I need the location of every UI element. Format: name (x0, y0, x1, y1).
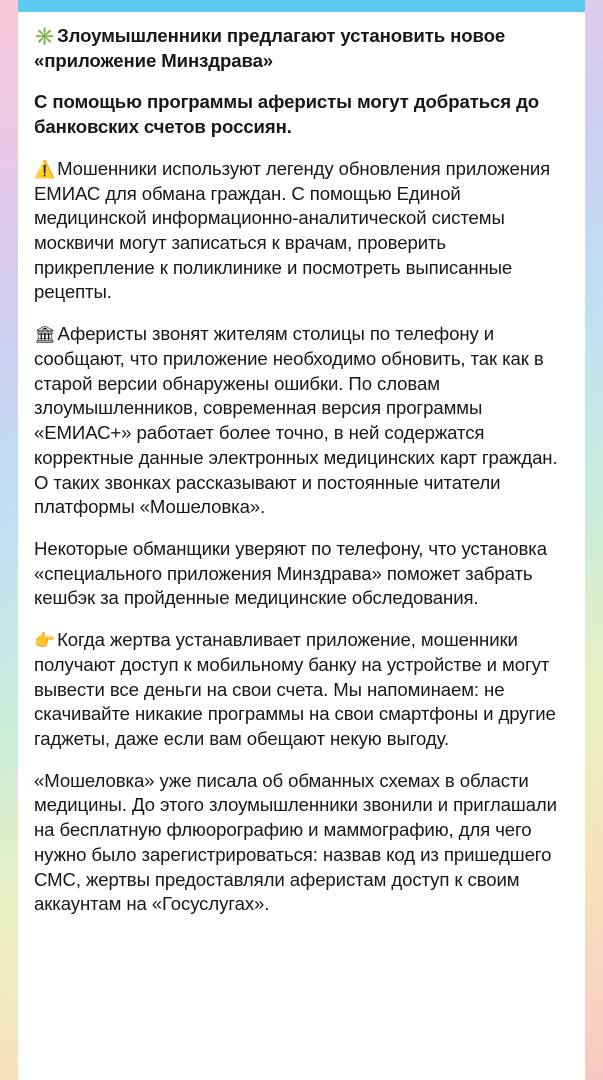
post-paragraph-emias-legend (34, 157, 569, 305)
post-paragraph-consequences (34, 628, 569, 752)
post-paragraph-text: С помощью программы аферисты могут добраться до банковских счетов россиян. (34, 91, 540, 138)
eight-spoked-asterisk-emoji: ✳️ (34, 27, 56, 46)
post-paragraph-text: Мошенники используют легенду обновления приложения ЕМИАС для обмана граждан. С помощью Единой медицинской информационно-аналитической системы москвичи могут записаться к врачам, проверить прикрепление к поликлинике и посмотреть выписанные рецепты. (34, 157, 551, 303)
post-paragraph-text: Некоторые обманщики уверяют по телефону, что установка «специального приложения Минздрава» поможет забрать кешбэк за пройденные медицинские обследования. (34, 537, 547, 609)
post-paragraph-lead (34, 90, 569, 139)
top-banner (18, 0, 585, 12)
pointing-right-emoji: 👉 (34, 631, 56, 651)
post-paragraph-headline (34, 24, 569, 73)
post-paragraph-text: Злоумышленники предлагают установить новое «приложение Минздрава» (34, 25, 506, 71)
post-paragraph-cashback (34, 537, 569, 611)
post-paragraph-text: «Мошеловка» уже писала об обманных схемах в области медицины. До этого злоумышленники звонили и приглашали на бесплатную флюорографию и маммографию, для чего нужно было зарегистрироваться: назвав код из пришедшего СМС, жертвы предоставляли аферистам доступ к своим аккаунтам на «Госуслугах». (34, 769, 557, 915)
post-paragraph-calls (34, 322, 569, 520)
message-card[interactable] (18, 12, 585, 1080)
classical-building-emoji: 🏛 (34, 325, 56, 345)
post-paragraph-text: Когда жертва устанавливает приложение, мошенники получают доступ к мобильному банку на устройстве и могут вывести все деньги на свои счета. Мы напоминаем: не скачивайте никакие программы на свои смартфоны и другие гаджеты, даже если вам обещают некую выгоду. (34, 629, 556, 749)
warning-emoji: ⚠️ (34, 159, 56, 179)
post-paragraph-history (34, 769, 569, 917)
post-paragraph-text: Аферисты звонят жителям столицы по телефону и сообщают, что приложение необходимо обновить, так как в старой версии обнаружены ошибки. По словам злоумышленников, современная версия программы «ЕМИАС+» работает более точно, в ней содержатся корректные данные электронных медицинских карт граждан. О таких звонках рассказывают и постоянные читатели платформы «Мошеловка». (34, 323, 558, 518)
